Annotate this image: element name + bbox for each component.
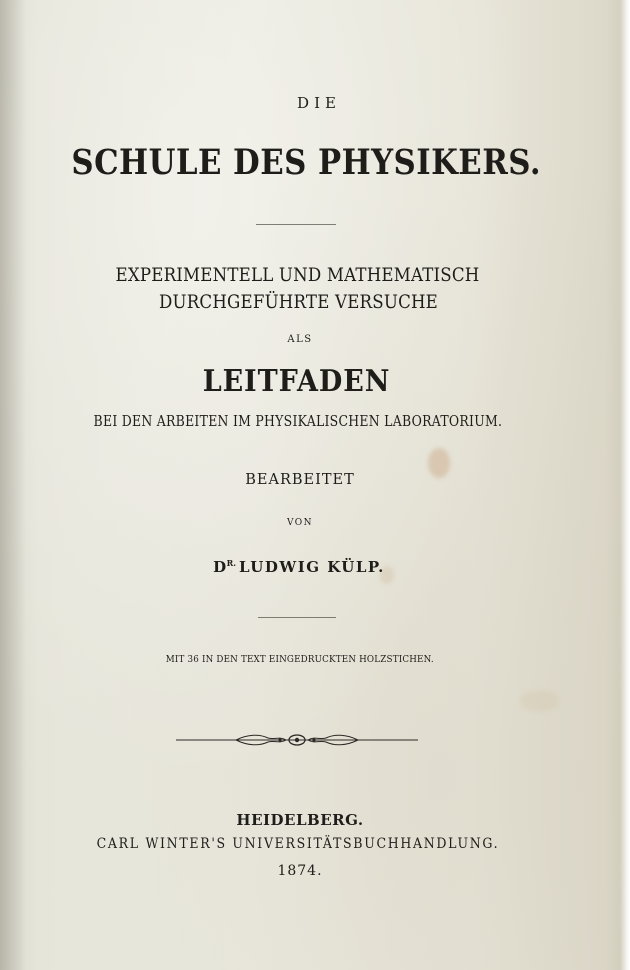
pre-title: DIE xyxy=(297,94,341,112)
leitfaden-heading: LEITFADEN xyxy=(202,364,391,399)
author-prefix-d: D xyxy=(213,558,228,576)
divider-rule xyxy=(258,617,336,618)
als-connector: ALS xyxy=(287,334,313,345)
author-prefix xyxy=(213,558,239,576)
illustrations-note: MIT 36 IN DEN TEXT EINGEDRUCKTEN HOLZSTICHEN. xyxy=(165,654,434,665)
subtitle-line-2: DURCHGEFÜHRTE VERSUCHE xyxy=(158,292,439,313)
author-name: LUDWIG KÜLP. xyxy=(239,558,385,576)
context-line: BEI DEN ARBEITEN IM PHYSIKALISCHEN LABORATORIUM. xyxy=(93,414,503,430)
book-title: SCHULE DES PHYSIKERS. xyxy=(71,142,541,183)
von-label: VON xyxy=(286,518,314,528)
author-prefix-r: R. xyxy=(226,558,237,568)
publisher: CARL WINTER'S UNIVERSITÄTSBUCHHANDLUNG. xyxy=(96,836,500,852)
subtitle-line-1: EXPERIMENTELL UND MATHEMATISCH xyxy=(115,265,480,286)
ornament-divider xyxy=(176,730,418,750)
bearbeitet-label: BEARBEITET xyxy=(245,472,355,488)
publication-year: 1874. xyxy=(277,863,323,879)
author-line xyxy=(0,558,614,576)
divider-rule xyxy=(256,224,336,225)
publication-place: HEIDELBERG. xyxy=(236,811,364,829)
page-edge xyxy=(620,0,630,970)
foxing-stain xyxy=(520,690,560,712)
